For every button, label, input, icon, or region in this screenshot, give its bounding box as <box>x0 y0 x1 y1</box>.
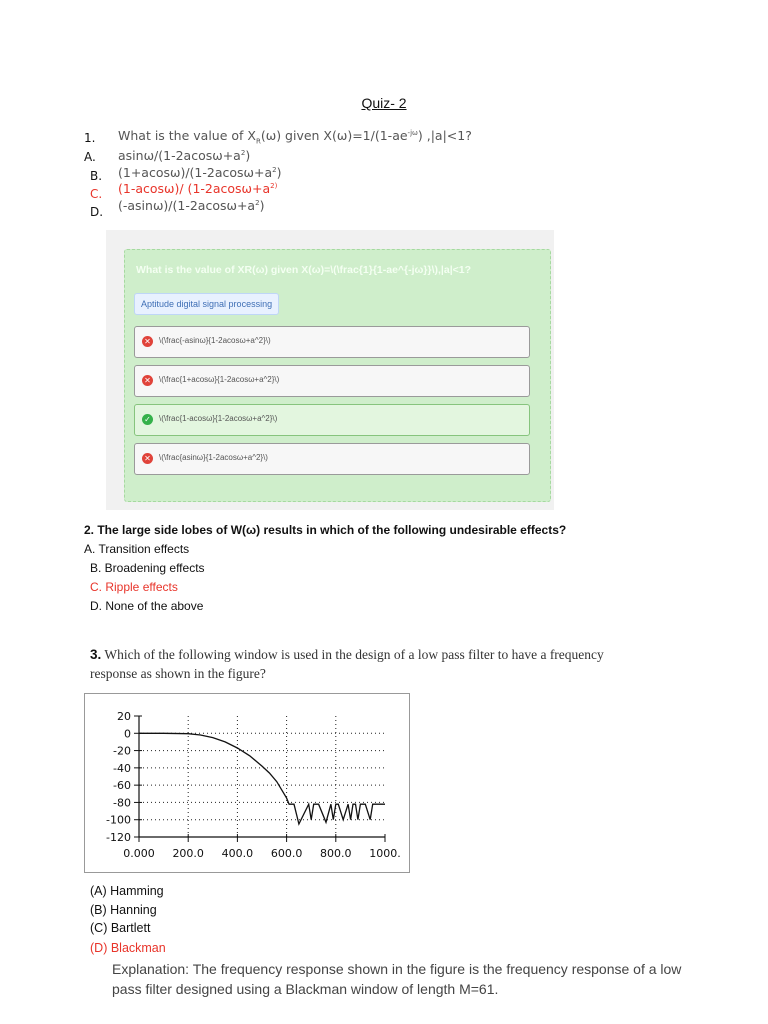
q3-option-b: (B) Hanning <box>90 903 157 917</box>
question-3 <box>90 645 610 683</box>
option-text: (1+acosω)/(1-2acosω+a <box>118 165 273 180</box>
question-1-number: 1. <box>84 131 96 145</box>
option-sup: 2) <box>270 181 278 190</box>
option-sup: 2 <box>255 198 260 207</box>
page-title: Quiz- 2 <box>361 95 407 111</box>
option-letter: A. <box>84 150 96 164</box>
y-tick-label: -40 <box>113 761 131 775</box>
check-icon: ✓ <box>142 414 153 425</box>
option-letter: C. <box>90 187 103 201</box>
q3-option-c: (C) Bartlett <box>90 921 151 935</box>
card-question: What is the value of XR(ω) given X(ω)=\(\frac{1}{1-ae^{-jω}}\),|a|<1? <box>136 264 472 276</box>
q3-option-d-correct: (D) Blackman <box>90 941 166 955</box>
card-choice-1[interactable] <box>134 326 530 358</box>
q3-option-a: (A) Hamming <box>90 884 164 898</box>
q1-text-a: What is the value of X <box>118 128 256 143</box>
x-tick-label: 800.0 <box>320 847 352 860</box>
option-sup: 2 <box>272 165 277 174</box>
wrong-icon: ✕ <box>142 375 153 386</box>
category-tag[interactable]: Aptitude digital signal processing <box>134 293 279 315</box>
q1-text-sup: -jω <box>407 128 418 137</box>
question-3-number: 3. <box>90 647 102 662</box>
x-tick-label: 1000. <box>369 847 401 860</box>
x-tick-label: 0.000 <box>123 847 155 860</box>
card-choice-2[interactable] <box>134 365 530 397</box>
frequency-response-figure <box>84 693 410 873</box>
y-tick-label: -60 <box>113 779 131 793</box>
option-text: (-asinω)/(1-2acosω+a <box>118 198 256 213</box>
q1-text-sub: R <box>255 137 261 146</box>
wrong-icon: ✕ <box>142 453 153 464</box>
option-text: asinω/(1-2acosω+a <box>118 148 241 163</box>
q1-text-c: ) ,|a|<1? <box>417 128 472 143</box>
option-end: ) <box>259 198 265 213</box>
option-c-correct <box>118 181 277 196</box>
y-tick-label: -120 <box>106 831 131 844</box>
q1-text-b: (ω) given X(ω)=1/(1-ae <box>260 128 408 143</box>
q2-option-c-correct: C. Ripple effects <box>90 580 178 594</box>
q2-option-b: B. Broadening effects <box>90 561 205 575</box>
series-line <box>139 733 385 824</box>
option-text: (1-acosω)/ (1-2acosω+a <box>118 181 271 196</box>
option-end: ) <box>276 165 282 180</box>
option-a <box>118 148 250 163</box>
q2-option-a: A. Transition effects <box>84 542 190 556</box>
y-tick-label: 0 <box>124 727 131 741</box>
card-choice-text: \(\frac{1+acosω}{1-2acosω+a^2}\) <box>159 375 280 384</box>
y-tick-label: -100 <box>106 813 131 827</box>
option-end: ) <box>245 148 251 163</box>
explanation: Explanation: The frequency response shown in the figure is the frequency response of a low pass filter designed using a Blackman window of length M=61. <box>112 961 682 997</box>
y-tick-label: 20 <box>117 710 131 723</box>
option-letter: D. <box>90 205 104 219</box>
x-tick-label: 600.0 <box>270 847 303 860</box>
card-choice-text: \(\frac{asinω}{1-2acosω+a^2}\) <box>159 453 268 462</box>
card-choice-4[interactable] <box>134 443 530 475</box>
chart-svg <box>85 694 409 872</box>
option-b <box>118 165 282 180</box>
option-d <box>118 198 264 213</box>
question-2-text: 2. The large side lobes of W(ω) results in which of the following undesirable effects? <box>84 523 567 537</box>
x-tick-label: 200.0 <box>172 847 204 860</box>
x-tick-label: 400.0 <box>221 847 254 860</box>
card-choice-text: \(\frac{-asinω}{1-2acosω+a^2}\) <box>159 336 271 345</box>
question-1-text <box>118 128 472 146</box>
question-3-text: Which of the following window is used in the design of a low pass filter to have a frequency response as shown in the figure? <box>90 647 604 681</box>
card-choice-text: \(\frac{1-acosω}{1-2acosω+a^2}\) <box>159 414 278 423</box>
y-tick-label: -20 <box>113 744 131 758</box>
y-tick-label: -80 <box>113 796 131 810</box>
wrong-icon: ✕ <box>142 336 153 347</box>
option-sup: 2 <box>240 148 246 157</box>
option-letter: B. <box>90 169 103 183</box>
card-choice-3[interactable] <box>134 404 530 436</box>
q2-option-d: D. None of the above <box>90 599 204 613</box>
